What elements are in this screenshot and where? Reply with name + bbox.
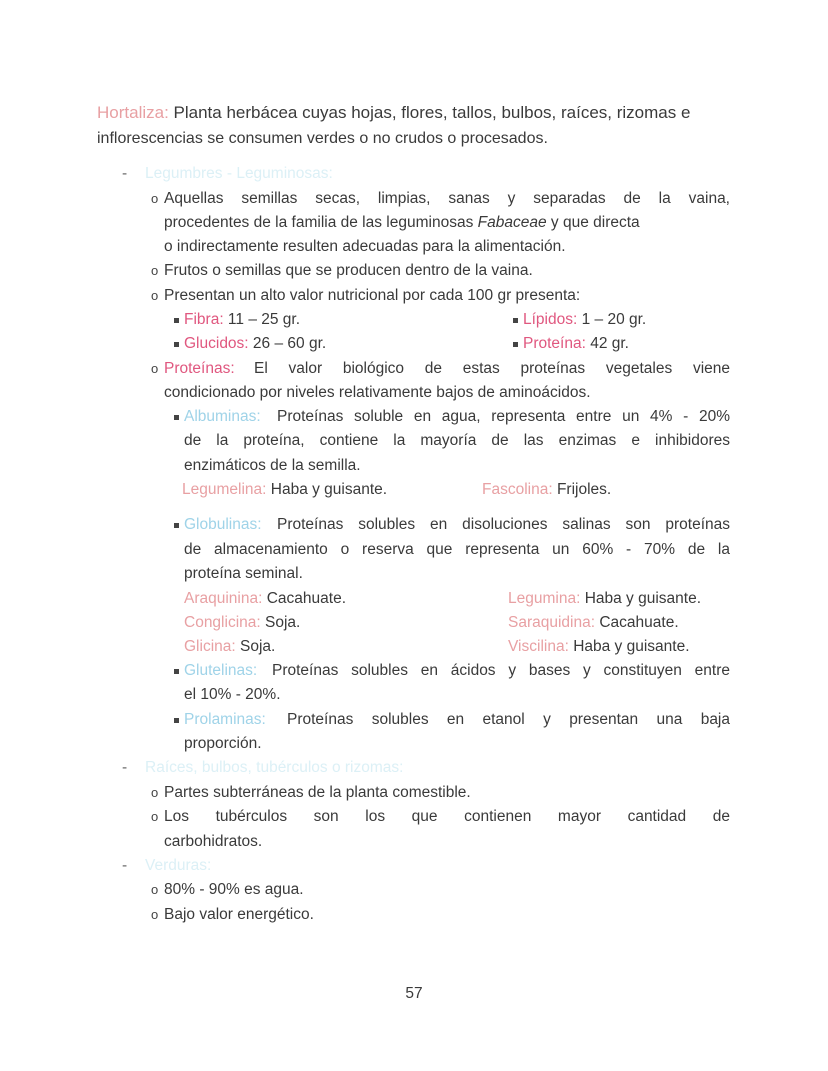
raices-p2-line2: carbohidratos. [164, 833, 263, 850]
viscilina-value: Haba y guisante. [568, 638, 690, 655]
globulinas-example-saraquidina [508, 613, 679, 633]
albuminas-line3: enzimáticos de la semilla. [184, 457, 361, 474]
circle-bullet: o [151, 361, 159, 376]
proteinas-line1: El valor biológico de estas proteínas vegetales viene [254, 360, 730, 377]
globulinas-label: Globulinas: [184, 516, 262, 533]
fibra-value: 11 – 25 gr. [223, 311, 301, 328]
circle-bullet: o [151, 785, 159, 800]
circle-bullet: o [151, 288, 159, 303]
page-number: 57 [405, 985, 423, 1002]
prolaminas-line1: Proteínas solubles en etanol y presentan una baja [287, 711, 730, 728]
conglicina-label: Conglicina: [184, 614, 261, 631]
lipidos-value: 1 – 20 gr. [577, 311, 647, 328]
legumelina-label: Legumelina: [182, 481, 267, 498]
globulinas-example-viscilina [508, 637, 690, 657]
prolaminas-line2: proporción. [184, 735, 262, 752]
raices-heading: Raíces, bulbos, tubérculos o rizomas: [145, 759, 404, 776]
glucidos-label: Glucidos: [184, 335, 249, 352]
glucidos-value: 26 – 60 gr. [248, 335, 327, 352]
circle-bullet: o [151, 809, 159, 824]
proteinas-label: Proteínas: [164, 360, 235, 377]
proteina-value: 42 gr. [585, 335, 629, 352]
raices-p1: Partes subterráneas de la planta comestible. [164, 784, 471, 801]
legumina-value: Haba y guisante. [580, 590, 702, 607]
fascolina-value: Frijoles. [552, 481, 612, 498]
globulinas-line1: Proteínas solubles en disoluciones salinas son proteínas [277, 516, 730, 533]
glutelinas-label: Glutelinas: [184, 662, 258, 679]
intro-line2: inflorescencias se consumen verdes o no crudos o procesados. [97, 130, 548, 147]
glicina-label: Glicina: [184, 638, 236, 655]
albuminas-label: Albuminas: [184, 408, 261, 425]
p1-line2-end: y que directa [546, 214, 640, 231]
legumbres-heading: Legumbres - Leguminosas: [145, 165, 333, 182]
square-bullet [174, 669, 179, 674]
globulinas-line3: proteína seminal. [184, 565, 303, 582]
conglicina-value: Soja. [260, 614, 301, 631]
circle-bullet: o [151, 907, 159, 922]
intro-line1: Planta herbácea cuyas hojas, flores, tallos, bulbos, raíces, rizomas e [168, 103, 691, 122]
legumina-label: Legumina: [508, 590, 581, 607]
square-bullet [174, 415, 179, 420]
viscilina-label: Viscilina: [508, 638, 569, 655]
legumbres-p1-line3: o indirectamente resulten adecuadas para la alimentación. [164, 238, 566, 255]
globulinas-example-glicina [184, 637, 275, 657]
square-bullet [174, 342, 179, 347]
albuminas-example-fascolina [482, 480, 611, 500]
araquinina-value: Cacahuate. [262, 590, 347, 607]
square-bullet [513, 342, 518, 347]
verduras-p1: 80% - 90% es agua. [164, 881, 304, 898]
prolaminas-label: Prolaminas: [184, 711, 266, 728]
square-bullet [174, 523, 179, 528]
verduras-heading: Verduras: [145, 857, 212, 874]
list-dash: - [122, 857, 128, 874]
albuminas-line2: de la proteína, contiene la mayoría de las enzimas e inhibidores [184, 432, 730, 449]
lipidos-label: Lípidos: [523, 311, 578, 328]
glutelinas-line1: Proteínas solubles en ácidos y bases y constituyen entre [272, 662, 730, 679]
glicina-value: Soja. [235, 638, 276, 655]
verduras-p2: Bajo valor energético. [164, 906, 314, 923]
globulinas-example-araquinina [184, 589, 346, 609]
albuminas-example-legumelina [182, 480, 387, 500]
nutrient-proteina [523, 334, 629, 354]
glutelinas-line2: el 10% - 20%. [184, 686, 281, 703]
globulinas-example-legumina [508, 589, 701, 609]
legumelina-value: Haba y guisante. [266, 481, 388, 498]
fascolina-label: Fascolina: [482, 481, 553, 498]
legumbres-p3: Presentan un alto valor nutricional por cada 100 gr presenta: [164, 287, 581, 304]
p1-line2-text: procedentes de la familia de las leguminosas [164, 214, 478, 231]
intro-term: Hortaliza: [97, 103, 169, 122]
fabaceae-term: Fabaceae [477, 214, 547, 231]
square-bullet [174, 318, 179, 323]
circle-bullet: o [151, 882, 159, 897]
proteina-label: Proteína: [523, 335, 586, 352]
saraquidina-value: Cacahuate. [595, 614, 679, 631]
legumbres-p2: Frutos o semillas que se producen dentro de la vaina. [164, 262, 533, 279]
square-bullet [174, 718, 179, 723]
proteinas-line2: condicionado por niveles relativamente bajos de aminoácidos. [164, 384, 591, 401]
circle-bullet: o [151, 191, 159, 206]
fibra-label: Fibra: [184, 311, 224, 328]
raices-p2-line1: Los tubérculos son los que contienen mayor cantidad de [164, 808, 730, 825]
albuminas-line1: Proteínas soluble en agua, representa entre un 4% - 20% [277, 408, 730, 425]
legumbres-p1-line1: Aquellas semillas secas, limpias, sanas y separadas de la vaina, [164, 190, 730, 207]
nutrient-fibra [184, 310, 300, 330]
list-dash: - [122, 759, 128, 776]
list-dash: - [122, 165, 128, 182]
araquinina-label: Araquinina: [184, 590, 263, 607]
square-bullet [513, 318, 518, 323]
nutrient-glucidos [184, 334, 326, 354]
saraquidina-label: Saraquidina: [508, 614, 596, 631]
globulinas-example-conglicina [184, 613, 300, 633]
intro-paragraph [97, 103, 690, 123]
nutrient-lipidos [523, 310, 646, 330]
legumbres-p1-line2 [164, 213, 640, 233]
circle-bullet: o [151, 263, 159, 278]
globulinas-line2: de almacenamiento o reserva que representa un 60% - 70% de la [184, 541, 730, 558]
